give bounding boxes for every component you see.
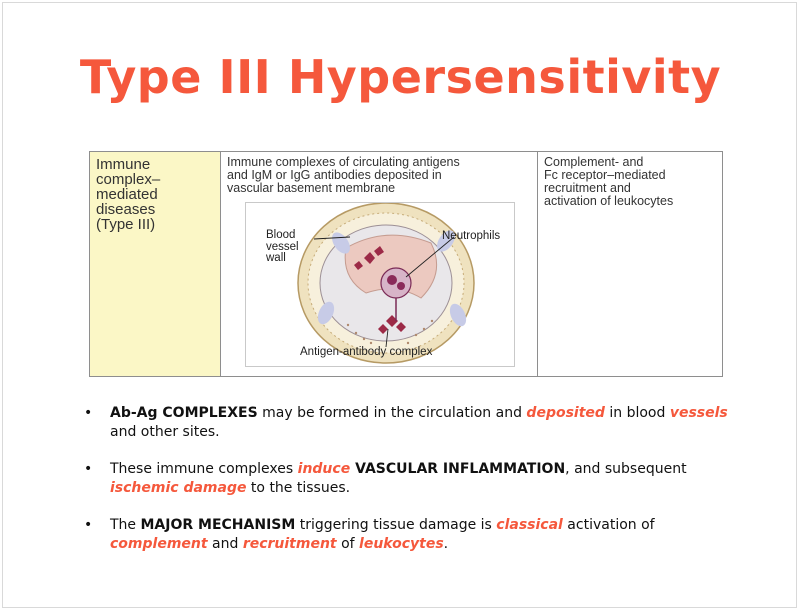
disease-type-line: complex– xyxy=(96,171,161,188)
effector-line: Complement- and xyxy=(544,155,644,169)
mechanism-description xyxy=(227,156,527,195)
bold-term: Ab-Ag COMPLEXES xyxy=(110,405,258,421)
text-segment: and xyxy=(207,536,243,552)
vessel-illustration xyxy=(245,202,515,367)
blood-vessel-wall-label xyxy=(266,230,299,265)
bold-term: MAJOR MECHANISM xyxy=(140,517,296,533)
text-segment: . xyxy=(443,536,449,552)
bullet-marker: • xyxy=(84,461,93,477)
bullet-text xyxy=(110,517,655,552)
highlight-term: deposited xyxy=(526,405,605,421)
neutrophil-nucleus-shape xyxy=(397,282,405,290)
text-segment: and other sites. xyxy=(110,424,220,440)
highlight-term: complement xyxy=(110,536,208,552)
label-line: wall xyxy=(266,252,286,264)
effector-line: Fc receptor–mediated xyxy=(544,168,666,182)
mechanism-line: Immune complexes of circulating antigens xyxy=(227,155,460,169)
effector-cell xyxy=(538,152,722,376)
text-segment: , and subsequent xyxy=(565,461,687,477)
bullet-text xyxy=(110,461,687,496)
bold-term: VASCULAR INFLAMMATION xyxy=(350,461,566,477)
bullet-text xyxy=(110,405,728,440)
text-segment: triggering tissue damage is xyxy=(295,517,497,533)
effector-line: recruitment and xyxy=(544,181,631,195)
disease-type-cell xyxy=(90,152,221,376)
highlight-term: ischemic damage xyxy=(110,480,247,496)
bullet-marker: • xyxy=(84,517,93,533)
mechanism-line: and IgM or IgG antibodies deposited in xyxy=(227,168,442,182)
bullet-item xyxy=(84,516,734,554)
text-segment: in blood xyxy=(604,405,670,421)
disease-type-line: diseases xyxy=(96,201,156,218)
effector-line: activation of leukocytes xyxy=(544,194,674,208)
antigen-antibody-complex-label: Antigen-antibody complex xyxy=(300,346,433,358)
bullet-item xyxy=(84,404,734,442)
mechanism-figure xyxy=(89,151,723,377)
bullet-list xyxy=(84,404,734,572)
slide-title: Type III Hypersensitivity xyxy=(79,50,722,104)
disease-type-line: Immune xyxy=(96,156,151,173)
label-line: Blood xyxy=(266,229,296,241)
highlight-term: leukocytes xyxy=(359,536,444,552)
text-segment: may be formed in the circulation and xyxy=(257,405,527,421)
bullet-marker: • xyxy=(84,405,93,421)
vessel-cross-section-image xyxy=(246,203,516,368)
highlight-term: vessels xyxy=(669,405,728,421)
highlight-term: recruitment xyxy=(242,536,337,552)
text-segment: to the tissues. xyxy=(246,480,351,496)
text-segment: activation of xyxy=(562,517,655,533)
mechanism-cell xyxy=(221,152,538,376)
bullet-item xyxy=(84,460,734,498)
disease-type-line: (Type III) xyxy=(96,216,156,233)
neutrophils-label: Neutrophils xyxy=(442,230,501,242)
highlight-term: induce xyxy=(297,461,351,477)
label-line: vessel xyxy=(266,240,299,253)
highlight-term: classical xyxy=(496,517,563,533)
text-segment: of xyxy=(336,536,360,552)
disease-type-line: mediated xyxy=(96,186,158,203)
mechanism-line: vascular basement membrane xyxy=(227,181,396,195)
text-segment: These immune complexes xyxy=(110,461,298,477)
neutrophil-nucleus-shape xyxy=(387,275,397,285)
text-segment: The xyxy=(110,517,141,533)
